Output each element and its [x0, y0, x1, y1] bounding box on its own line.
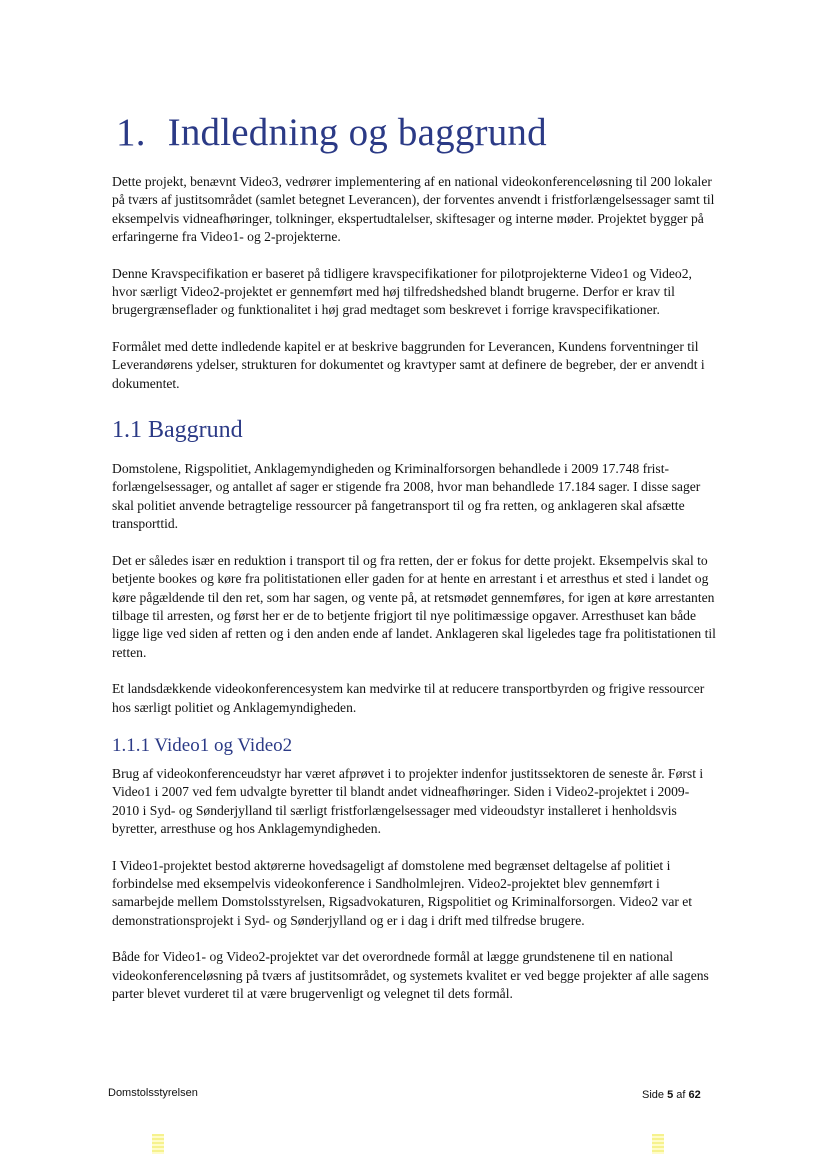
page-of-label: af — [676, 1089, 686, 1101]
intro-paragraph: Denne Kravspecifikation er baseret på tidligere kravspecifikationer for pilotprojekterne Video1 og Video2, hvor særligt Video2-projektet er gennemført med høj tilfredshedshed blandt brugerne. Derfor er krav til brugergrænseflader og funktionalitet i høj grad medtaget som beskrevet i forrige kravspecifikationer. — [112, 265, 692, 318]
highlight-mark-left — [152, 1134, 164, 1154]
video-paragraph: Brug af videokonferenceudstyr har været afprøvet i to projekter indenfor justitssektoren de seneste år. Først i Video1 i 2007 ved fem udvalgte byretter til blandt andet vidneafhøringer. Siden i Video2-projektet i 2009-2010 i Syd- og Sønderjylland til særligt fristforlængelsessager med videoudstyr installeret i henholdsvis byretter, arresthuse og hos Anklagemyndigheden. — [112, 765, 704, 837]
page-label: Side — [642, 1089, 665, 1101]
page-current: 5 — [667, 1089, 674, 1101]
baggrund-paragraph: Et landsdækkende videokonferencesystem kan medvirke til at reducere transportbyrden og frigive ressourcer hos særligt politiet og Anklagemyndigheden. — [112, 681, 705, 715]
intro-paragraph: Formålet med dette indledende kapitel er at beskrive baggrunden for Leverancen, Kundens forventninger til Leverandørens ydelser, strukturen for dokumentet og kravtyper samt at definere de begreber, der er anvendt i dokumentet. — [112, 338, 705, 391]
chapter-number: 1. — [116, 111, 146, 154]
page-total: 62 — [688, 1089, 701, 1101]
chapter-heading — [116, 110, 716, 155]
section-heading-baggrund: 1.1 Baggrund — [112, 417, 243, 444]
page-content — [112, 110, 716, 1021]
subsection-heading-video1-video2: 1.1.1 Video1 og Video2 — [112, 734, 293, 756]
footer-page-number — [642, 1089, 701, 1101]
intro-paragraph: Dette projekt, benævnt Video3, vedrører implementering af en national videokonferenceløsning til 200 lokaler på tværs af justitsområdet (samlet betegnet Leverancen), der forventes anvendt i fristforlængelsessager samt til eksempelvis vidneafhøringer, tolkninger, ekspertudtalelser, skiftesager og interne møder. Projektet bygger på erfaringerne fra Video1- og 2-projekterne. — [112, 174, 715, 245]
video-paragraph: I Video1-projektet bestod aktørerne hovedsageligt af domstolene med begrænset deltagelse af politiet i forbindelse med eksempelvis videokonference i Sandholmlejren. Video2-projektet blev gennemført i samarbejde mellem Domstolsstyrelsen, Rigsadvokaturen, Rigspolitiet og Kriminalforsorgen. Video2 var et demonstrationsprojekt i Syd- og Sønderjylland og er i dag i drift med tilfredse brugere. — [112, 857, 693, 928]
highlight-mark-right — [652, 1134, 664, 1154]
footer-organization: Domstolsstyrelsen — [108, 1087, 198, 1099]
video-paragraph: Både for Video1- og Video2-projektet var det overordnede formål at lægge grundstenene til en national videokonferenceløsning på tværs af justitsområdet, og systemets kvalitet er ved begge projekter af alle sagens parter blevet vurderet til at være brugervenligt og velegnet til dets formål. — [112, 949, 709, 1001]
baggrund-paragraph: Det er således især en reduktion i transport til og fra retten, der er fokus for dette projekt. Eksempelvis skal to betjente bookes og køre fra politistationen eller gaden for at hente en arrestant i et arresthus et sted i landet og køre pågældende til den ret, som har sagen, og vente på, at retsmødet gennemføres, for igen at køre arrestanten tilbage til arresten, og først her er de to betjente frigjort til nye politimæssige opgaver. Arresthuset kan både ligge lige ved siden af retten og i den anden ende af landet. Anklageren skal ligeledes tage fra politistationen til retten. — [112, 552, 716, 660]
chapter-title: Indledning og baggrund — [167, 111, 547, 154]
baggrund-paragraph: Domstolene, Rigspolitiet, Anklagemyndigheden og Kriminalforsorgen behandlede i 2009 17.748 fristforlængelsessager, og antallet af sager er stigende fra 2008, hvor man behandlede 17.184 sager. I disse sager skal politiet anvende betragtelige ressourcer på fangetransport til og fra retten, og anklageren skal afsætte transporttid. — [112, 461, 701, 532]
